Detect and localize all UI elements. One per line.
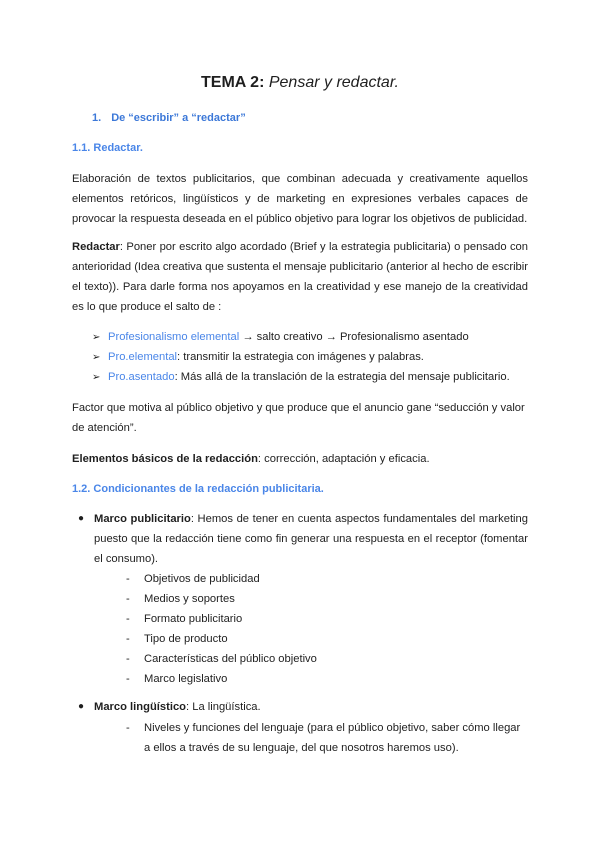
title-topic: TEMA 2: (201, 74, 265, 91)
dash-marker: - (126, 593, 130, 605)
bullet-marco-linguistico (78, 697, 528, 717)
page-title (0, 72, 600, 94)
paragraph-definition: Elaboración de textos publicitarios, que combinan adecuada y creativamente aquellos elementos retóricos, lingüísticos y de marketing en expresiones verbales capaces de provocar la respuesta deseada en el público objetivo para lograr los objetivos de publicidad. (72, 173, 528, 225)
term-redactar: Redactar (72, 241, 120, 253)
paragraph-elementos (72, 449, 528, 469)
term-marco-linguistico: Marco lingüístico (94, 701, 186, 713)
dash-marker: - (126, 633, 130, 645)
arrow-list (92, 327, 532, 387)
list-item (126, 669, 528, 689)
list-item-text: Objetivos de publicidad (144, 573, 260, 585)
dash-marker: - (126, 673, 130, 685)
marco-linguistico-text: : La lingüística. (186, 701, 261, 713)
list-item (126, 569, 528, 589)
dash-marker: - (126, 653, 130, 665)
paragraph-factor: Factor que motiva al público objetivo y que produce que el anuncio gane “seducción y valor de atención”. (72, 402, 525, 434)
title-subject: Pensar y redactar. (268, 74, 399, 91)
redactar-text: : Poner por escrito algo acordado (Brief y la estrategia publicitaria) o pensado con anterioridad (Idea creativa que sustenta el mensaje publicitario (anterior al hecho de escribir el texto)). Para darle forma nos apoyamos en la creatividad y ese manejo de la creatividad es lo que produce el salto de : (72, 241, 528, 313)
list-item (126, 718, 528, 758)
list-item (126, 629, 528, 649)
bullet-marco-publicitario (78, 509, 528, 569)
arrow-item-text: : transmitir la estrategia con imágenes y palabras. (177, 351, 424, 363)
arrow-bullet-icon: ➢ (92, 332, 101, 343)
subsection-heading-1-2: 1.2. Condicionantes de la redacción publicitaria. (72, 483, 324, 495)
arrow-item (92, 367, 532, 387)
list-item (126, 609, 528, 629)
arrow-item-head: Pro.asentado (108, 371, 175, 383)
term-elementos: Elementos básicos de la redacción (72, 453, 258, 465)
arrow-item-head: Pro.elemental (108, 351, 178, 363)
bullet-dot-icon: ● (78, 701, 85, 712)
section-label: De “escribir” a “redactar” (111, 112, 246, 124)
list-item (126, 649, 528, 669)
list-item-text: Niveles y funciones del lenguaje (para el público objetivo, saber cómo llegar a ellos a través de su lenguaje, del que nosotros haremos uso). (144, 722, 521, 754)
dash-marker: - (126, 613, 130, 625)
list-item-text: Tipo de producto (144, 633, 228, 645)
arrow-item-head: Profesionalismo elemental (108, 331, 240, 343)
dash-list-linguistico (126, 718, 528, 758)
dash-marker: - (126, 722, 130, 734)
elementos-text: : corrección, adaptación y eficacia. (257, 453, 430, 465)
section-number: 1. (92, 112, 102, 124)
arrow-bullet-icon: ➢ (92, 352, 101, 363)
dash-marker: - (126, 573, 130, 585)
paragraph-redactar (72, 237, 528, 317)
marco-publicitario-text: : Hemos de tener en cuenta aspectos fundamentales del marketing puesto que la redacción tiene como fin generar una respuesta en el receptor (fomentar el consumo). (94, 513, 528, 565)
list-item-text: Características del público objetivo (144, 653, 317, 665)
arrow-item (92, 347, 532, 367)
bullet-dot-icon: ● (78, 513, 85, 524)
arrow-item (92, 327, 532, 347)
dash-list-publicitario (126, 569, 528, 689)
arrow-item-text: : Más allá de la translación de la estrategia del mensaje publicitario. (174, 371, 510, 383)
subsection-heading-1-1: 1.1. Redactar. (72, 142, 143, 154)
list-item-text: Marco legislativo (144, 673, 228, 685)
arrow-bullet-icon: ➢ (92, 372, 101, 383)
section-heading-1 (92, 108, 246, 128)
bullet-text (94, 509, 528, 569)
list-item (126, 589, 528, 609)
bullet-text (94, 697, 528, 717)
list-item-text: Formato publicitario (144, 613, 243, 625)
list-item-text: Medios y soportes (144, 593, 235, 605)
arrow-item-text: → salto creativo → Profesionalismo asentado (239, 331, 469, 343)
term-marco-publicitario: Marco publicitario (94, 513, 191, 525)
